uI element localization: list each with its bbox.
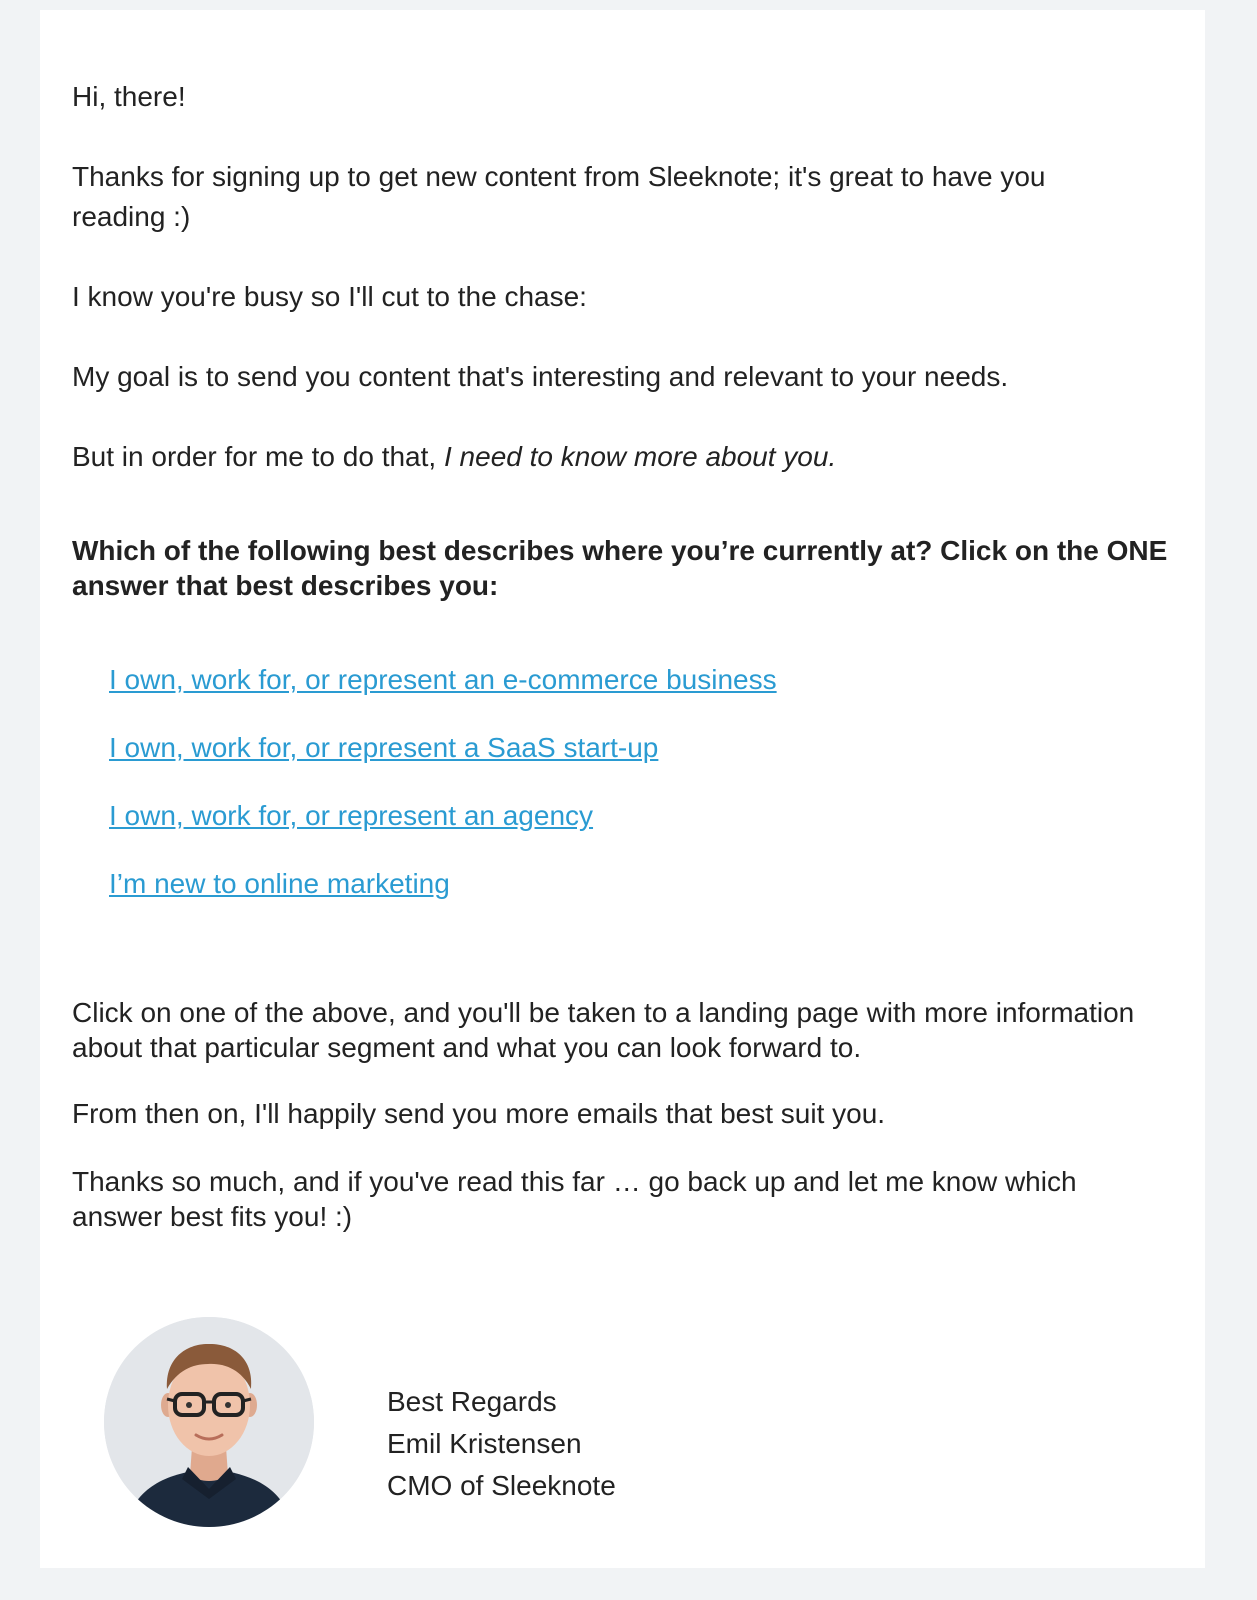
signature-closing: Best Regards bbox=[387, 1386, 557, 1417]
segment-option-ecommerce-link[interactable]: I own, work for, or represent an e-commerce business bbox=[109, 664, 777, 695]
segment-question: Which of the following best describes where you’re currently at? Click on the ONE answer that best describes you: bbox=[72, 535, 1168, 601]
order-paragraph bbox=[72, 437, 1182, 477]
segment-option-new-marketer-link[interactable]: I’m new to online marketing bbox=[109, 868, 450, 899]
segment-option-saas-link[interactable]: I own, work for, or represent a SaaS start-up bbox=[109, 732, 659, 763]
email-card bbox=[40, 10, 1205, 1568]
signature-name: Emil Kristensen bbox=[387, 1428, 582, 1459]
segment-option-item bbox=[109, 796, 777, 864]
segment-options-list bbox=[109, 660, 777, 932]
email-signature bbox=[387, 1381, 616, 1507]
thanks-paragraph: Thanks so much, and if you've read this far … go back up and let me know which answer best fits you! :) bbox=[72, 1166, 1077, 1232]
author-portrait-icon bbox=[104, 1317, 314, 1527]
greeting-text: Hi, there! bbox=[72, 81, 186, 112]
order-emphasis: I need to know more about you. bbox=[443, 441, 837, 472]
intro-paragraph: Thanks for signing up to get new content from Sleeknote; it's great to have you reading :) bbox=[72, 161, 1046, 232]
order-prefix: But in order for me to do that, bbox=[72, 441, 444, 472]
segment-option-item bbox=[109, 660, 777, 728]
busy-paragraph: I know you're busy so I'll cut to the chase: bbox=[72, 281, 587, 312]
segment-option-agency-link[interactable]: I own, work for, or represent an agency bbox=[109, 800, 594, 831]
segment-option-item bbox=[109, 864, 777, 932]
then-on-paragraph: From then on, I'll happily send you more emails that best suit you. bbox=[72, 1098, 886, 1129]
click-info-paragraph: Click on one of the above, and you'll be taken to a landing page with more information about that particular segment and what you can look forward to. bbox=[72, 997, 1135, 1063]
author-avatar bbox=[104, 1317, 314, 1527]
segment-option-item bbox=[109, 728, 777, 796]
goal-paragraph: My goal is to send you content that's interesting and relevant to your needs. bbox=[72, 361, 1009, 392]
signature-title: CMO of Sleeknote bbox=[387, 1470, 616, 1501]
